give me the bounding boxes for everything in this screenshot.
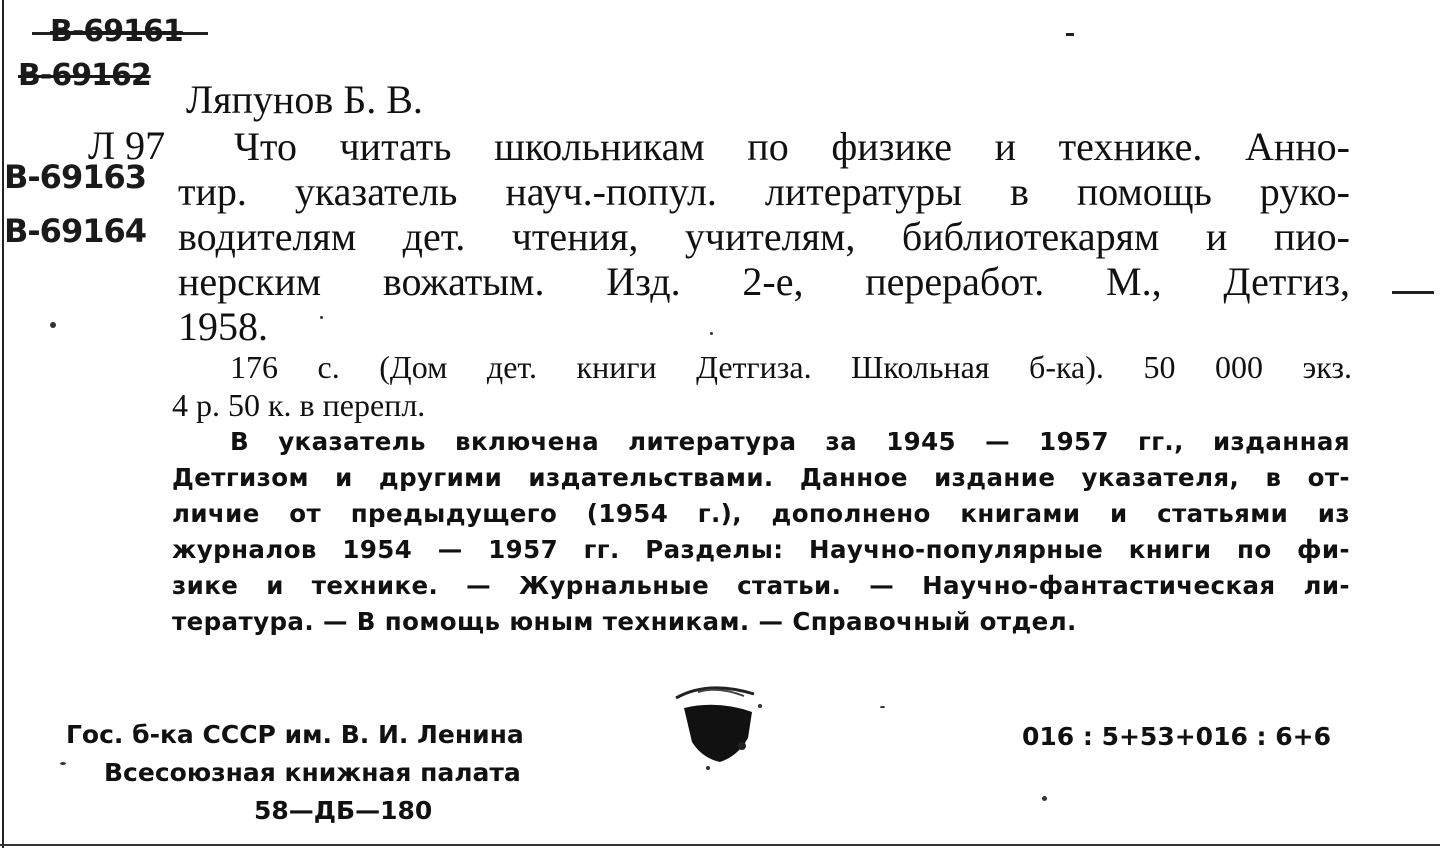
collation-line: 4 р. 50 к. в перепл. — [172, 387, 426, 423]
collation-block — [172, 348, 1352, 424]
title-line: 1958. — [178, 304, 268, 349]
title-line: Что читать школьникам по физике и технике. Анно- — [234, 124, 1350, 169]
card-left-edge — [2, 0, 4, 848]
inventory-number-1: B-69161 — [50, 14, 183, 49]
inventory-number-4: B-69164 — [4, 212, 146, 250]
dust-speck — [880, 706, 885, 708]
dust-speck — [50, 322, 56, 328]
dust-speck — [710, 332, 713, 335]
title-line: тир. указатель науч.-попул. литературы в помощь руко- — [178, 169, 1350, 214]
title-line: нерским вожатым. Изд. 2-е, переработ. М., Детгиз, — [178, 259, 1350, 304]
library-imprint — [60, 716, 640, 830]
inventory-number-2: B-69162 — [18, 58, 151, 93]
inventory-number-3: B-69163 — [4, 158, 146, 196]
margin-dash — [1066, 33, 1074, 36]
annotation-line: зике и технике. — Журнальные статьи. — Научно-фантастическая ли- — [172, 571, 1350, 600]
book-chamber-name: Всесоюзная книжная палата — [104, 758, 521, 787]
dust-speck — [1042, 796, 1047, 801]
title-block — [178, 124, 1350, 349]
library-ink-stamp-icon — [668, 676, 778, 776]
call-number: Л 97 — [88, 123, 166, 168]
card-bottom-edge — [0, 844, 1440, 846]
author-heading: Ляпунов Б. В. — [186, 77, 423, 122]
dust-speck — [320, 316, 323, 319]
annotation-line: В указатель включена литература за 1945 — 1957 гг., изданная — [230, 427, 1350, 456]
annotation-block — [172, 424, 1350, 640]
annotation-line: журналов 1954 — 1957 гг. Разделы: Научно-популярные книги по фи- — [172, 535, 1350, 564]
card-number: 58—ДБ—180 — [254, 796, 433, 825]
classification-index: 016 : 5+53+016 : 6+6 — [1022, 722, 1331, 751]
margin-dash — [1392, 291, 1434, 294]
collation-line: 176 с. (Дом дет. книги Детгиза. Школьная б-ка). 50 000 экз. — [230, 349, 1352, 385]
annotation-line: тература. — В помощь юным техникам. — Справочный отдел. — [172, 607, 1077, 636]
annotation-line: Детгизом и другими издательствами. Данное издание указателя, в от- — [172, 463, 1350, 492]
dust-speck — [60, 762, 66, 765]
library-name: Гос. б-ка СССР им. В. И. Ленина — [66, 720, 524, 749]
annotation-line: личие от предыдущего (1954 г.), дополнено книгами и статьями из — [172, 499, 1350, 528]
title-line: водителям дет. чтения, учителям, библиотекарям и пио- — [178, 214, 1350, 259]
